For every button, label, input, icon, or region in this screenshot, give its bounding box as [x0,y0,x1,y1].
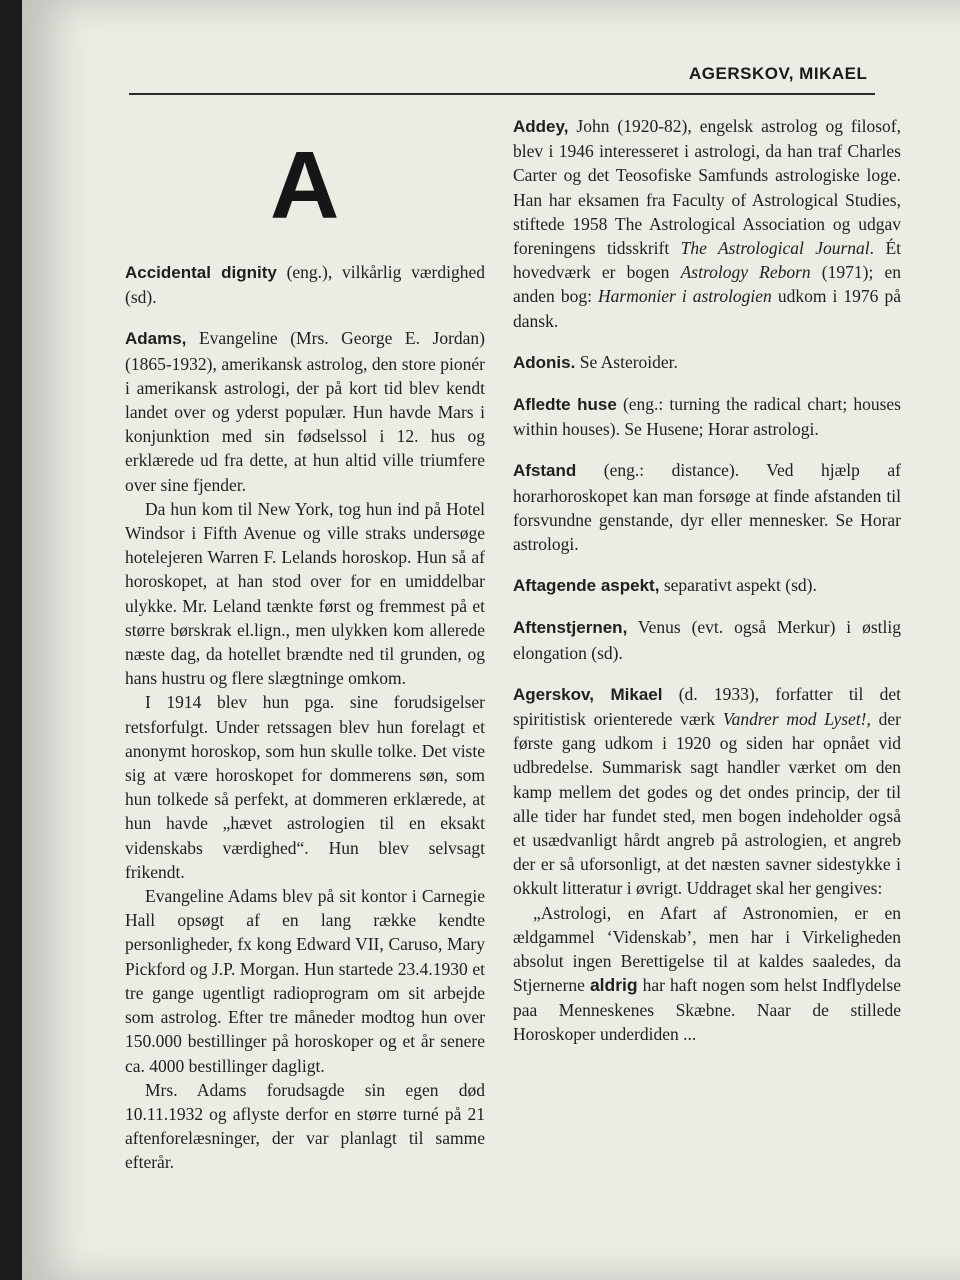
entry-accidental-dignity [125,260,485,309]
entry-adams-paragraph-4: Evangeline Adams blev på sit kontor i Carnegie Hall opsøgt af en lang række kendte personligheder, fx kong Edward VII, Caruso, Mary Pickford og J.P. Morgan. Hun startede 23.4.1930 et tre gange ugentligt radioprogram om sit arbejde som astrolog. Efter tre måneder modtog hun over 150.000 bestillinger på horoskoper og et år senere ca. 4000 bestillinger dagligt. [125,886,485,1076]
entry-text: (d. 1933), forfatter til det spiritistisk orienterede værk [513,683,901,730]
entry-addey [513,114,901,333]
quote-text: har haft nogen som helst Indflydelse paa Menneskenes Skæbne. Naar de stillede Horoskoper underdiden ... [513,975,901,1044]
work-title: Vandrer mod Lyset!, [722,709,871,730]
header-rule [129,93,875,95]
entry-adams [125,326,485,496]
entry-text: separativt aspekt (sd). [659,575,817,596]
entry-text: (eng.), vilkårlig værdighed (sd). [125,262,485,308]
entry-adams-paragraph-2: Da hun kom til New York, tog hun ind på Hotel Windsor i Fifth Avenue og ville straks undersøge hotelejeren Warren F. Lelands horoskop. Hun så af horoskopet, at han stod over for en umiddelbar ulykke. Mr. Leland tænkte først og fremmest på et større børskrak el.lign., men ulykken kom allerede næste dag, da hotellet brændte ned til grunden, og hans hustru og flere slægtninge omkom. [125,498,485,689]
section-letter: A [270,132,340,239]
entry-text: udkom i 1976 på dansk. [513,286,901,331]
entry-text: der første gang udkom i 1920 og siden har opnået vid udbredelse. Summarisk sagt handler værket om den kamp mellem det godes og det ondes princip, der til alle tider har fundet sted, men bogen indeholder også et usædvanligt hårdt angreb på astrologien, et angreb der er så uforsonligt, at det næsten savner sidestykke i okkult litteratur i øvrigt. Uddraget skal her gengives: [513,709,901,899]
headword: Aftagende aspekt, [513,576,660,596]
entry-aftenstjernen [513,615,901,664]
entry-adonis [513,350,901,375]
headword: Accidental dignity [125,263,277,282]
headword: Adams, [125,329,187,349]
entry-text: (eng.: turning the radical chart; houses within houses). Se Husene; Horar astrologi. [513,394,901,440]
headword: Agerskov, Mikael [513,684,663,704]
entry-text: Evangeline (Mrs. George E. Jordan) (1865-1932), amerikansk astrolog, den store pionér i amerikansk astrologi, der på kort tid blev kendt landet over og yderst populær. Hun havde Mars i konjunktion med sin fødselssol i 12. hus og erklærede ud fra dette, at hun altid ville triumfere over sine fjender. [125,328,485,495]
quote-text: „Astrologi, en Afart af Astronomien, er en ældgammel ‘Videnskab’, men har i Virkeligheden absolut ingen Berettigelse til at kaldes saaledes, da Stjernerne [513,902,901,996]
headword: Aftenstjernen, [513,618,628,638]
entry-text: . Ét hovedværk er bogen [513,238,901,283]
entry-text: (eng.: distance). Ved hjælp af horarhoroskopet kan man forsøge at finde afstanden til forsvundne genstande, dyr eller mennesker. Se Horar astrologi. [513,460,901,555]
book-title: Astrology Reborn [680,262,811,283]
entry-adams-paragraph-3: I 1914 blev hun pga. sine forudsigelser retsforfulgt. Under retssagen blev hun forelagt et anonymt horoskop, som hun skulle tolke. Det viste sig at være horoskopet for dommerens søn, som hun tolkede så perfekt, at dommeren erklærede, at hun havde „hævet astrologien til en eksakt videnskabs værdighed“. Hun blev selvsagt frikendt. [125,692,485,882]
entry-adams-paragraph-5: Mrs. Adams forudsagde sin egen død 10.11.1932 og aflyste derfor en større turné på 21 aftenforelæsninger, der var planlagt til samme efterår. [125,1079,485,1173]
entry-agerskov [513,682,901,901]
entry-text: (1971); en anden bog: [513,262,901,307]
entry-afstand [513,458,901,556]
entry-afledte-huse [513,392,901,441]
headword: Adonis. [513,352,576,372]
emphasis: aldrig [589,975,638,996]
journal-title: The Astrological Journal [680,238,870,259]
entry-text: Venus (evt. også Merkur) i østlig elongation (sd). [513,617,901,663]
book-title: Harmonier i astrologien [598,286,772,307]
entry-text: Se Asteroider. [575,351,678,372]
left-column [125,260,485,1175]
headword: Afledte huse [513,395,617,415]
entry-agerskov-quote [513,901,901,1046]
right-column [513,114,901,1046]
headword: Addey, [513,117,569,136]
running-head: AGERSKOV, MIKAEL [689,64,868,83]
headword: Afstand [513,461,577,481]
entry-aftagende-aspekt [513,573,901,598]
entry-text: John (1920-82), engelsk astrolog og filosof, blev i 1946 interesseret i astrologi, da han traf Charles Carter og det Teosofiske Samfunds astrologiske loge. Han har eksamen fra Faculty of Astrological Studies, stiftede 1958 The Astrological Association og udgav foreningens tidsskrift [513,116,901,259]
book-page [22,0,960,1280]
